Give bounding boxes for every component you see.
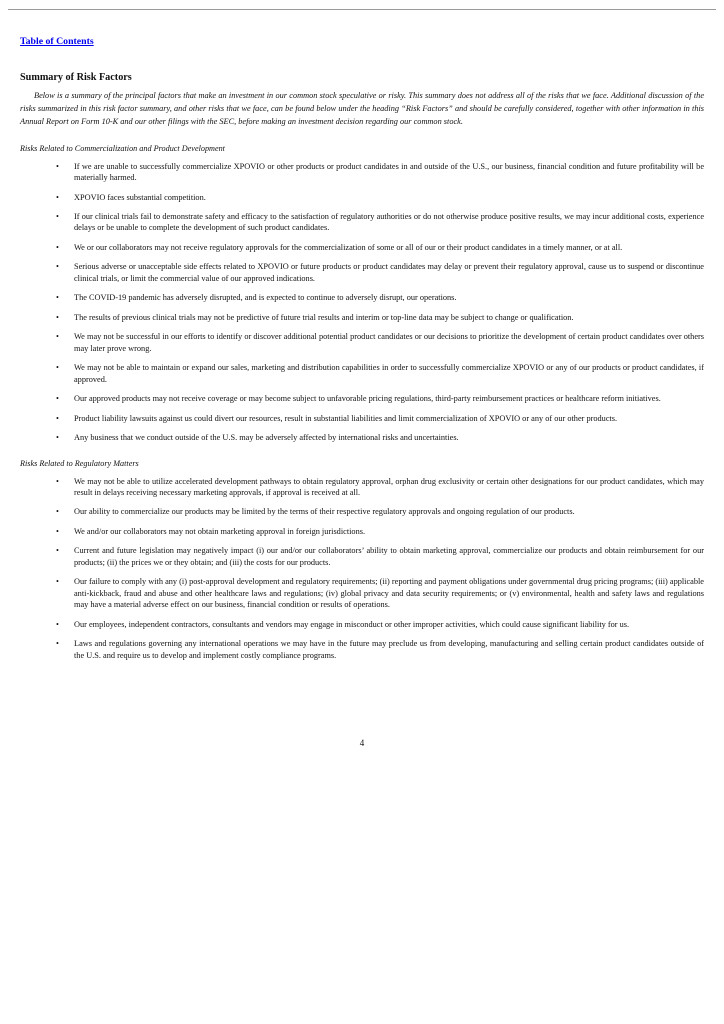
bullet-icon: •	[56, 293, 59, 303]
bullet-icon: •	[56, 192, 59, 202]
section-heading-commercialization: Risks Related to Commercialization and Product Development	[20, 143, 225, 153]
bullet-icon: •	[56, 413, 59, 423]
bullet-icon: •	[56, 262, 59, 272]
bullet-icon: •	[56, 619, 59, 629]
risk-list-commercialization	[20, 161, 704, 444]
document-page	[20, 31, 704, 669]
risk-item	[20, 576, 704, 610]
risk-item	[20, 362, 704, 385]
bullet-icon: •	[56, 526, 59, 536]
risk-item	[20, 619, 704, 630]
page-number: 4	[359, 738, 365, 748]
risk-item	[20, 432, 704, 443]
bullet-icon: •	[56, 161, 59, 171]
risk-item-text: Product liability lawsuits against us could divert our resources, result in substantial liabilities and limit commercialization of XPOVIO or any of our other products.	[74, 413, 618, 423]
risk-item	[20, 476, 704, 499]
table-of-contents-link[interactable]: Table of Contents	[20, 36, 94, 47]
bullet-icon: •	[56, 242, 59, 252]
risk-item-text: We and/or our collaborators may not obtain marketing approval in foreign jurisdictions.	[74, 526, 366, 536]
risk-item-text: We may not be successful in our efforts to identify or discover additional potential product candidates or our decisions to prioritize the development of certain product candidates over others may later prove wrong.	[74, 332, 704, 353]
risk-item-text: If we are unable to successfully commercialize XPOVIO or other products or product candidates in and outside of the U.S., our business, financial condition and future profitability will be materially harmed.	[74, 161, 704, 183]
risk-item-text: Our employees, independent contractors, consultants and vendors may engage in misconduct or other improper activities, which could cause significant liability for us.	[74, 619, 630, 629]
risk-item-text: Laws and regulations governing any international operations we may have in the future may preclude us from developing, manufacturing and selling certain product candidates outside of the U.S. and require us to develop and implement costly compliance programs.	[74, 639, 704, 660]
risk-item	[20, 292, 704, 303]
risk-item-text: Our approved products may not receive coverage or may become subject to unfavorable pricing regulations, third-party reimbursement practices or healthcare reform initiatives.	[74, 394, 661, 404]
risk-item	[20, 192, 704, 203]
risk-item-text: The COVID-19 pandemic has adversely disrupted, and is expected to continue to adversely disrupt, our operations.	[74, 293, 457, 303]
risk-item-text: The results of previous clinical trials may not be predictive of future trial results and interim or top-line data may be subject to change or qualification.	[74, 312, 574, 322]
risk-item-text: We may not be able to utilize accelerated development pathways to obtain regulatory approval, orphan drug exclusivity or certain other designations for our product candidates, which may result in delays receiving necessary marketing approvals, if approval is received at all.	[74, 476, 704, 497]
risk-item	[20, 312, 704, 323]
risk-item	[20, 331, 704, 354]
bullet-icon: •	[56, 363, 59, 373]
section-heading-regulatory: Risks Related to Regulatory Matters	[20, 458, 139, 468]
risk-item-text: Current and future legislation may negatively impact (i) our and/or our collaborators’ ability to obtain marketing approval, commercialize our products and obtain reimbursement for our products; (ii) the prices we or they obtain; and (iii) the costs for our products.	[74, 546, 704, 567]
bullet-icon: •	[56, 312, 59, 322]
risk-item	[20, 261, 704, 284]
risk-item	[20, 393, 704, 404]
risk-item	[20, 506, 704, 517]
risk-item	[20, 161, 704, 184]
risk-list-regulatory	[20, 476, 704, 661]
bullet-icon: •	[56, 332, 59, 342]
risk-item-text: We or our collaborators may not receive regulatory approvals for the commercialization of some or all of our or their product candidates in a timely manner, or at all.	[74, 242, 623, 252]
risk-item-text: If our clinical trials fail to demonstrate safety and efficacy to the satisfaction of regulatory authorities or do not otherwise produce positive results, we may incur additional costs, experience delays or be unable to complete the development of such product candidates.	[74, 212, 704, 233]
bullet-icon: •	[56, 212, 59, 222]
bullet-icon: •	[56, 394, 59, 404]
bullet-icon: •	[56, 577, 59, 587]
risk-item-text: Our ability to commercialize our products may be limited by the terms of their respective regulatory approvals and ongoing regulation of our products.	[74, 507, 575, 517]
risk-item	[20, 526, 704, 537]
risk-item-text: We may not be able to maintain or expand our sales, marketing and distribution capabilities in order to successfully commercialize XPOVIO or any of our products or product candidates, if approved.	[74, 363, 704, 384]
risk-item-text: XPOVIO faces substantial competition.	[74, 192, 206, 202]
risk-item-text: Serious adverse or unacceptable side effects related to XPOVIO or future products or product candidates may delay or prevent their regulatory approval, cause us to suspend or discontinue clinical trials, or limit the commercial value of our approved indications.	[74, 262, 704, 283]
risk-item	[20, 413, 704, 424]
bullet-icon: •	[56, 476, 59, 486]
risk-item	[20, 545, 704, 568]
bullet-icon: •	[56, 546, 59, 556]
summary-title: Summary of Risk Factors	[20, 72, 132, 83]
bullet-icon: •	[56, 433, 59, 443]
risk-item-text: Our failure to comply with any (i) post-approval development and regulatory requirements; (ii) reporting and payment obligations under governmental drug pricing programs; (iii) applicable anti-kickback, fraud and abuse and other healthcare laws and regulations; (iv) global privacy and data security requirements; or (v) environmental, health and safety laws and regulations may have a material adverse effect on our business, financial condition or results of operations.	[74, 577, 704, 610]
top-divider	[8, 9, 716, 10]
risk-item-text: Any business that we conduct outside of the U.S. may be adversely affected by international risks and uncertainties.	[74, 433, 459, 443]
summary-intro: Below is a summary of the principal factors that make an investment in our common stock speculative or risky. This summary does not address all of the risks that we face. Additional discussion of the risks summarized in this risk factor summary, and other risks that we face, can be found below under the heading “Risk Factors” and should be carefully considered, together with other information in this Annual Report on Form 10-K and our other filings with the SEC, before making an investment decision regarding our common stock.	[20, 91, 704, 127]
risk-item	[20, 211, 704, 234]
bullet-icon: •	[56, 639, 59, 649]
risk-item	[20, 638, 704, 661]
risk-item	[20, 242, 704, 253]
bullet-icon: •	[56, 507, 59, 517]
